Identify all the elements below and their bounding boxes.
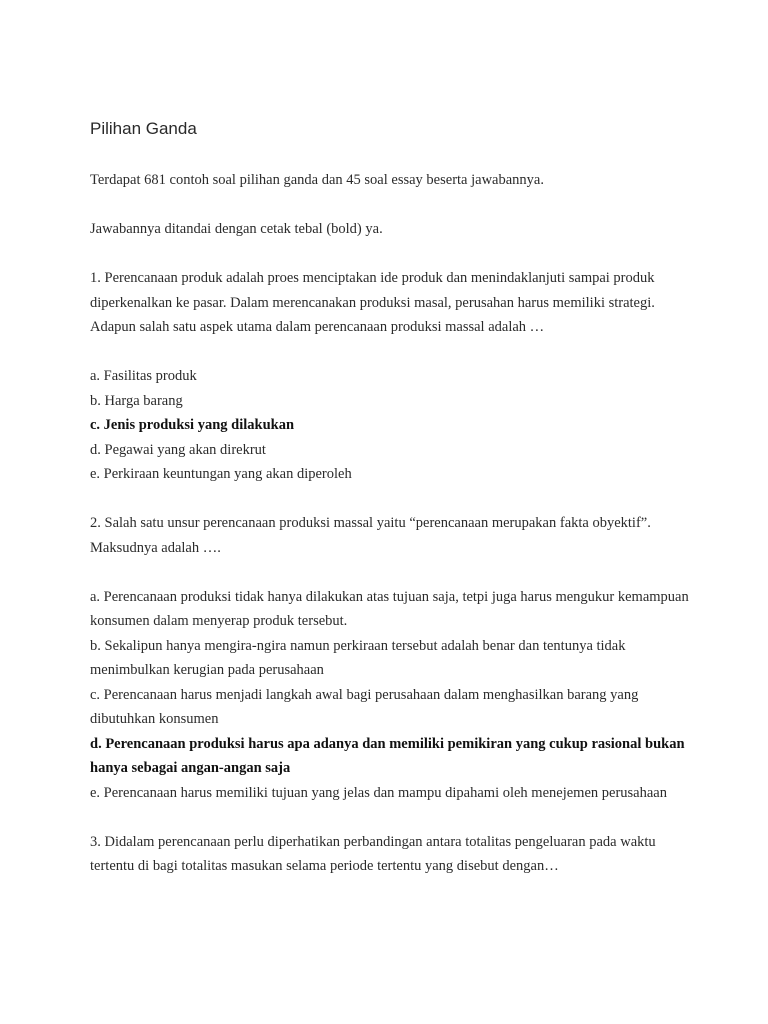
option-1d: d. Pegawai yang akan direkrut — [90, 441, 266, 458]
option-2d-answer: d. Perencanaan produksi harus apa adanya dan memiliki pemikiran yang cukup rasional bukan hanya sebagai angan-angan saja — [90, 735, 685, 776]
option-2b: b. Sekalipun hanya mengira-ngira namun perkiraan tersebut adalah benar dan tentunya tidak menimbulkan kerugian pada perusahaan — [90, 637, 626, 678]
option-1a: a. Fasilitas produk — [90, 368, 197, 384]
question-2: 2. Salah satu unsur perencanaan produksi massal yaitu “perencanaan merupakan fakta obyektif”. Maksudnya adalah …. — [90, 515, 651, 556]
question-1-options — [90, 364, 690, 487]
question-1: 1. Perencanaan produk adalah proes menciptakan ide produk dan menindaklanjuti sampai produk diperkenalkan ke pasar. Dalam merencanakan produksi masal, perusahan harus memiliki strategi. Adapun salah satu aspek utama dalam perencanaan produksi massal adalah … — [90, 270, 655, 335]
option-1e: e. Perkiraan keuntungan yang akan diperoleh — [90, 466, 352, 482]
document-page — [90, 116, 690, 903]
intro-paragraph: Terdapat 681 contoh soal pilihan ganda dan 45 soal essay beserta jawabannya. — [90, 172, 544, 188]
option-2e: e. Perencanaan harus memiliki tujuan yang jelas dan mampu dipahami oleh menejemen perusahaan — [90, 784, 667, 801]
note-paragraph: Jawabannya ditandai dengan cetak tebal (bold) ya. — [90, 221, 383, 237]
question-2-options — [90, 585, 690, 806]
option-1b: b. Harga barang — [90, 392, 183, 409]
option-2a: a. Perencanaan produksi tidak hanya dilakukan atas tujuan saja, tetpi juga harus mengukur kemampuan konsumen dalam menyerap produk tersebut. — [90, 588, 689, 629]
page-heading: Pilihan Ganda — [90, 119, 197, 138]
option-2c: c. Perencanaan harus menjadi langkah awal bagi perusahaan dalam menghasilkan barang yang dibutuhkan konsumen — [90, 686, 639, 727]
question-3: 3. Didalam perencanaan perlu diperhatikan perbandingan antara totalitas pengeluaran pada waktu tertentu di bagi totalitas masukan selama periode tertentu yang disebut dengan… — [90, 833, 656, 874]
option-1c-answer: c. Jenis produksi yang dilakukan — [90, 417, 295, 433]
